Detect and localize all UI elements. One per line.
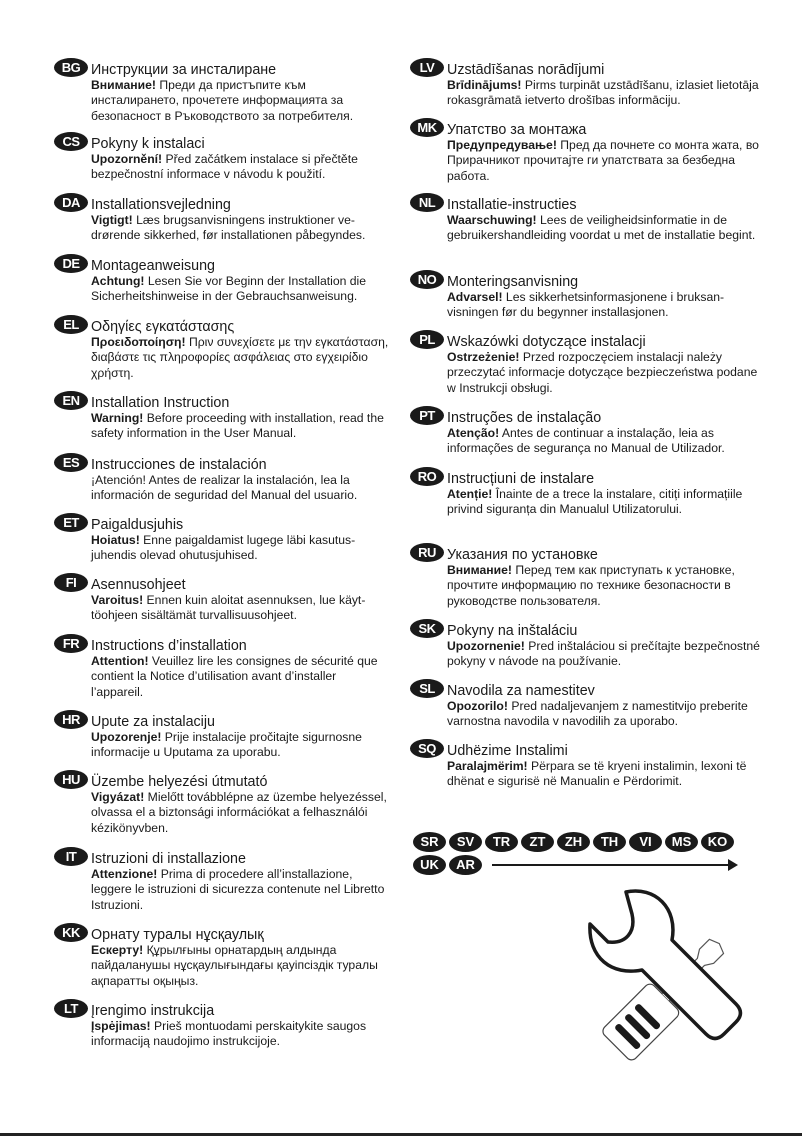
instruction-body	[91, 943, 391, 989]
instruction-body	[91, 593, 391, 624]
instruction-title: Asennusohjeet	[91, 577, 186, 593]
warning-text: Përpara se të kryeni instalimin, lexoni të dhënat e sigurisë në Manualin e Përdorimit.	[447, 759, 747, 789]
instruction-title: Paigaldusjuhis	[91, 517, 184, 533]
instruction-body	[447, 290, 767, 321]
language-badge-ms: MS	[665, 832, 698, 852]
language-badge: CS	[54, 132, 88, 151]
language-badge-tr: TR	[485, 832, 518, 852]
warning-text: Pred inštaláciou si prečítajte bezpečnostné pokyny v návode na používanie.	[447, 639, 760, 669]
instruction-body	[91, 152, 391, 183]
warning-text: Құрылғыны орнатардың алдында пайдаланушы нұсқаулығындағы қауіпсіздік туралы ақпаратты оқыңыз.	[91, 943, 378, 988]
instruction-title: Instrucțiuni de instalare	[447, 471, 595, 487]
warning-label: Ескерту!	[91, 943, 144, 957]
warning-text: Enne paigaldamist lugege läbi kasutusjuhendis olevad ohutusjuhised.	[91, 533, 356, 563]
instruction-title: Montageanweisung	[91, 258, 215, 274]
language-badge: EN	[54, 391, 88, 410]
warning-label: Ostrzeżenie!	[447, 350, 520, 364]
warning-text: Before proceeding with installation, read the safety information in the User Manual.	[91, 411, 384, 441]
language-badge: RU	[410, 543, 444, 562]
warning-label: Attention!	[91, 654, 149, 668]
warning-label: Opozorilo!	[447, 699, 508, 713]
warning-label: Предупредување!	[447, 138, 557, 152]
instruction-body	[447, 78, 767, 109]
language-badge: PT	[410, 406, 444, 425]
instruction-body	[91, 473, 391, 504]
instruction-title: Installationsvejledning	[91, 197, 231, 213]
warning-text: Πριν συνεχίσετε με την εγκατάσταση, διαβάστε τις πληροφορίες ασφάλειας στο εγχειρίδιο χρήστη.	[91, 335, 389, 380]
warning-text: Læs brugsanvisningens instruktioner vedrørende sikkerhed, før installationen påbegyndes.	[91, 213, 366, 243]
warning-label: Atenção!	[447, 426, 500, 440]
instruction-title: Upute za instalaciju	[91, 714, 215, 730]
language-badge: SK	[410, 619, 444, 638]
warning-label: Upozornění!	[91, 152, 163, 166]
warning-text: Перед тем как приступать к установке, прочтите информацию по технике безопасности в руководстве пользователя.	[447, 563, 735, 608]
language-badge-sr: SR	[413, 832, 446, 852]
warning-text: Prije instalacije pročitajte sigurnosne informacije u Uputama za uporabu.	[91, 730, 362, 760]
instruction-body	[91, 654, 391, 700]
warning-label: Προειδοποίηση!	[91, 335, 186, 349]
instruction-title: Uzstādīšanas norādījumi	[447, 62, 605, 78]
language-badge: LV	[410, 58, 444, 77]
language-badge: NL	[410, 193, 444, 212]
warning-text: Lees de veiligheidsinformatie in de gebruikershandleiding voordat u met de installatie begint.	[447, 213, 756, 243]
warning-label: Hoiatus!	[91, 533, 140, 547]
instruction-title: Wskazówki dotyczące instalacji	[447, 334, 646, 350]
language-badge: KK	[54, 923, 88, 942]
language-badges-row-1	[413, 832, 734, 852]
instruction-body	[91, 411, 391, 442]
warning-text: Prima di procedere all’installazione, leggere le istruzioni di sicurezza contenute nel Libretto Istruzioni.	[91, 867, 385, 912]
language-badge: ET	[54, 513, 88, 532]
arrow-head-icon	[728, 859, 738, 871]
warning-text: ¡Atención! Antes de realizar la instalación, lea la información de seguridad del Manual del usuario.	[91, 473, 358, 503]
instruction-title: Упатство за монтажа	[447, 122, 587, 138]
language-badge-zh: ZH	[557, 832, 590, 852]
language-badge: FI	[54, 573, 88, 592]
instruction-title: Udhëzime Instalimi	[447, 743, 568, 759]
warning-label: Varoitus!	[91, 593, 144, 607]
language-badge-zt: ZT	[521, 832, 554, 852]
instruction-title: Įrengimo instrukcija	[91, 1003, 215, 1019]
warning-text: Prieš montuodami perskaitykite saugos informaciją naudojimo instrukcijoje.	[91, 1019, 367, 1049]
language-badge: HU	[54, 770, 88, 789]
language-badge: RO	[410, 467, 444, 486]
instruction-title: Üzembe helyezési útmutató	[91, 774, 268, 790]
instruction-title: Installation Instruction	[91, 395, 230, 411]
language-badge-uk: UK	[413, 855, 446, 875]
warning-text: Înainte de a trece la instalare, citiți informațiile privind siguranța din Manualul Utilizatorului.	[447, 487, 743, 517]
warning-label: Waarschuwing!	[447, 213, 537, 227]
language-badge: FR	[54, 634, 88, 653]
language-badge-ko: KO	[701, 832, 734, 852]
warning-label: Achtung!	[91, 274, 145, 288]
instruction-body	[447, 350, 767, 396]
language-badges-row-2	[413, 855, 482, 875]
language-badge: BG	[54, 58, 88, 77]
warning-label: Brīdinājums!	[447, 78, 522, 92]
warning-label: Vigyázat!	[91, 790, 145, 804]
warning-text: Pred nadaljevanjem z namestitvijo preberite varnostna navodila v navodilih za uporabo.	[447, 699, 748, 729]
warning-text: Antes de continuar a instalação, leia as informações de segurança no Manual de Utilizador.	[447, 426, 725, 456]
warning-text: Przed rozpoczęciem instalacji należy przeczytać informacje dotyczące bezpieczeństwa podane w Instrukcji obsługi.	[447, 350, 758, 395]
instruction-body	[447, 563, 767, 609]
instruction-body	[91, 335, 391, 381]
language-badge: EL	[54, 315, 88, 334]
instruction-body	[91, 730, 391, 761]
language-badge: HR	[54, 710, 88, 729]
language-badge: PL	[410, 330, 444, 349]
warning-text: Před začátkem instalace si přečtěte bezpečnostní informace v návodu k použití.	[91, 152, 358, 182]
language-badge: ES	[54, 453, 88, 472]
language-badge: NO	[410, 270, 444, 289]
instruction-title: Instrucciones de instalación	[91, 457, 267, 473]
warning-text: Mielőtt továbblépne az üzembe helyezéssel, olvassa el a biztonsági információkat a felhasználói kézikönyvben.	[91, 790, 387, 835]
instruction-body	[91, 1019, 391, 1050]
instruction-body	[447, 213, 767, 244]
warning-label: Внимание!	[447, 563, 512, 577]
warning-label: Attenzione!	[91, 867, 158, 881]
warning-label: Vigtigt!	[91, 213, 133, 227]
instruction-body	[91, 533, 391, 564]
instruction-body	[91, 78, 391, 124]
language-badge: MK	[410, 118, 444, 137]
instruction-title: Pokyny k instalaci	[91, 136, 205, 152]
warning-label: Upozornenie!	[447, 639, 525, 653]
warning-text: Преди да пристъпите към инсталирането, прочетете информацията за безопасност в Ръководството за потребителя.	[91, 78, 354, 123]
instruction-body	[91, 790, 391, 836]
instruction-title: Istruzioni di installazione	[91, 851, 246, 867]
warning-text: Ennen kuin aloitat asennuksen, lue käyttöohjeen sisältämät turvallisuusohjeet.	[91, 593, 366, 623]
instruction-title: Installatie-instructies	[447, 197, 577, 213]
wrench-screwdriver-icon	[560, 880, 780, 1080]
warning-label: Paralajmërim!	[447, 759, 528, 773]
right-arrow-icon	[492, 864, 730, 866]
language-badge-sv: SV	[449, 832, 482, 852]
warning-label: Warning!	[91, 411, 144, 425]
instruction-body	[91, 213, 391, 244]
warning-label: Advarsel!	[447, 290, 503, 304]
warning-label: Įspėjimas!	[91, 1019, 151, 1033]
language-badge: LT	[54, 999, 88, 1018]
instruction-body	[91, 274, 391, 305]
instruction-body	[447, 699, 767, 730]
warning-label: Upozorenje!	[91, 730, 162, 744]
instruction-title: Instructions d’installation	[91, 638, 247, 654]
language-badge-th: TH	[593, 832, 626, 852]
instruction-title: Pokyny na inštaláciu	[447, 623, 578, 639]
warning-label: Atenție!	[447, 487, 493, 501]
language-badge: SL	[410, 679, 444, 698]
language-badge: SQ	[410, 739, 444, 758]
warning-text: Pirms turpināt uzstādīšanu, izlasiet lietotāja rokasgrāmatā ietverto drošības informāciju.	[447, 78, 759, 108]
instruction-body	[447, 639, 767, 670]
warning-text: Veuillez lire les consignes de sécurité que contient la Notice d’utilisation avant d’installer l’appareil.	[91, 654, 378, 699]
instruction-title: Monteringsanvisning	[447, 274, 579, 290]
language-badge: IT	[54, 847, 88, 866]
instruction-title: Navodila za namestitev	[447, 683, 595, 699]
language-badge: DA	[54, 193, 88, 212]
instruction-body	[91, 867, 391, 913]
instruction-body	[447, 487, 767, 518]
warning-text: Lesen Sie vor Beginn der Installation die Sicherheitshinweise in der Gebrauchsanweisung.	[91, 274, 367, 304]
instruction-title: Инструкции за инсталиране	[91, 62, 277, 78]
instruction-title: Instruções de instalação	[447, 410, 602, 426]
instruction-body	[447, 759, 767, 790]
instruction-body	[447, 426, 767, 457]
language-badge-ar: AR	[449, 855, 482, 875]
instruction-body	[447, 138, 767, 184]
instruction-title: Указания по установке	[447, 547, 598, 563]
warning-text: Les sikkerhetsinformasjonene i bruksanvisningen før du begynner installasjonen.	[447, 290, 725, 320]
instruction-title: Орнату туралы нұсқаулық	[91, 927, 264, 943]
warning-label: Внимание!	[91, 78, 156, 92]
language-badge: DE	[54, 254, 88, 273]
warning-text: Пред да почнете со монта жата, во Прирачникот прочитајте ги упатствата за безбедна работа.	[447, 138, 759, 183]
language-badge-vi: VI	[629, 832, 662, 852]
instruction-title: Οδηγίες εγκατάστασης	[91, 319, 235, 335]
